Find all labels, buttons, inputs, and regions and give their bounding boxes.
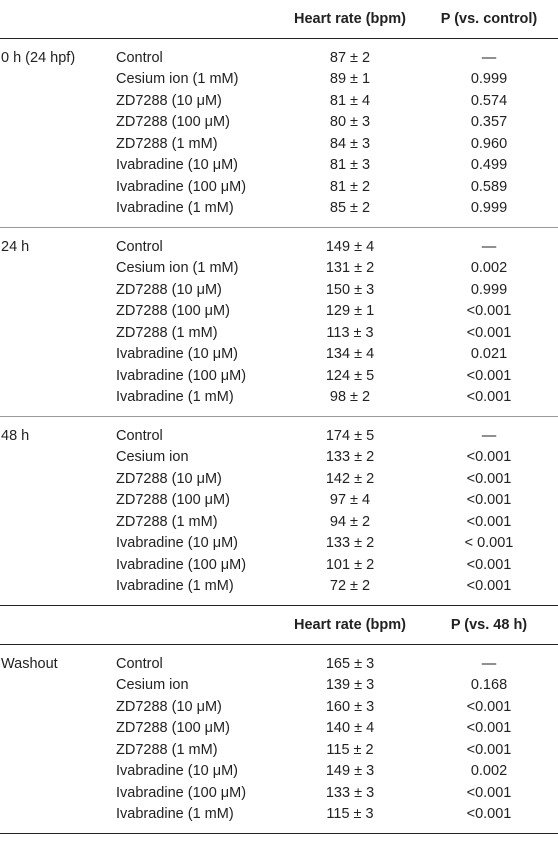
p-value-cell: 0.357	[470, 114, 508, 131]
heart-rate-cell: 160 ± 3	[325, 698, 375, 715]
heart-rate-cell: 84 ± 3	[329, 135, 371, 152]
treatment-cell: ZD7288 (10 μM)	[116, 470, 222, 487]
heart-rate-cell: 124 ± 5	[325, 367, 375, 384]
group-spacing	[0, 825, 558, 833]
heart-rate-cell: 131 ± 2	[325, 260, 375, 277]
p-value-cell: —	[481, 49, 497, 66]
treatment-cell: Ivabradine (100 μM)	[116, 556, 247, 573]
treatment-cell: Control	[116, 427, 163, 444]
treatment-cell: Cesium ion	[116, 449, 189, 466]
p-value-cell: < 0.001	[464, 535, 514, 552]
p-value-cell: <0.001	[466, 470, 512, 487]
heart-rate-cell: 133 ± 2	[325, 449, 375, 466]
treatment-cell: Ivabradine (10 μM)	[116, 763, 238, 780]
table-row	[0, 696, 558, 718]
table-row	[0, 533, 558, 555]
heart-rate-cell: 80 ± 3	[329, 114, 371, 131]
p-value-cell: <0.001	[466, 556, 512, 573]
table-row	[0, 279, 558, 301]
heart-rate-cell: 165 ± 3	[325, 655, 375, 672]
heart-rate-cell: 115 ± 3	[326, 806, 374, 823]
treatment-cell: ZD7288 (10 μM)	[116, 281, 222, 298]
treatment-cell: Ivabradine (1 mM)	[116, 806, 234, 823]
header-p-vs-48h: P (vs. 48 h)	[450, 617, 528, 633]
heart-rate-cell: 98 ± 2	[329, 389, 371, 406]
table-row	[0, 782, 558, 804]
treatment-cell: ZD7288 (1 mM)	[116, 135, 218, 152]
heart-rate-cell: 149 ± 4	[325, 238, 375, 255]
group-spacing	[0, 228, 558, 236]
table-row	[0, 761, 558, 783]
p-value-cell: <0.001	[466, 806, 512, 823]
group-spacing	[0, 417, 558, 425]
table-group	[0, 417, 558, 605]
groups-section-main	[0, 39, 558, 606]
table-header-row	[0, 0, 558, 38]
heart-rate-cell: 129 ± 1	[325, 303, 375, 320]
table-row	[0, 344, 558, 366]
table-row	[0, 468, 558, 490]
heart-rate-cell: 72 ± 2	[329, 578, 371, 595]
treatment-cell: Ivabradine (10 μM)	[116, 535, 238, 552]
heart-rate-cell: 115 ± 2	[326, 741, 374, 758]
p-value-cell: 0.574	[470, 92, 508, 109]
heart-rate-cell: 81 ± 3	[329, 157, 371, 174]
treatment-cell: Ivabradine (10 μM)	[116, 346, 238, 363]
treatment-cell: ZD7288 (10 μM)	[116, 92, 222, 109]
p-value-cell: 0.999	[470, 200, 508, 217]
treatment-cell: ZD7288 (100 μM)	[116, 303, 230, 320]
time-point-cell: Washout	[1, 655, 58, 672]
p-value-cell: <0.001	[466, 720, 512, 737]
table-row	[0, 176, 558, 198]
heart-rate-cell: 101 ± 2	[325, 556, 375, 573]
heart-rate-cell: 81 ± 2	[329, 178, 371, 195]
p-value-cell: —	[481, 238, 497, 255]
p-value-cell: <0.001	[466, 578, 512, 595]
table-header-row-washout	[0, 606, 558, 644]
table-row	[0, 576, 558, 598]
p-value-cell: 0.960	[470, 135, 508, 152]
table-row	[0, 47, 558, 69]
table-row	[0, 490, 558, 512]
p-value-cell: 0.589	[470, 178, 508, 195]
treatment-cell: Ivabradine (1 mM)	[116, 578, 234, 595]
table-row	[0, 718, 558, 740]
table-group	[0, 228, 558, 416]
p-value-cell: —	[481, 427, 497, 444]
header-heart-rate: Heart rate (bpm)	[294, 617, 406, 633]
heart-rate-cell: 113 ± 3	[326, 324, 374, 341]
table-row	[0, 112, 558, 134]
group-spacing	[0, 219, 558, 227]
time-point-cell: 0 h (24 hpf)	[1, 49, 76, 66]
treatment-cell: Ivabradine (100 μM)	[116, 178, 247, 195]
heart-rate-cell: 133 ± 2	[325, 535, 375, 552]
p-value-cell: <0.001	[466, 492, 512, 509]
heart-rate-cell: 81 ± 4	[329, 92, 371, 109]
p-value-cell: 0.999	[470, 281, 508, 298]
header-heart-rate: Heart rate (bpm)	[294, 11, 406, 27]
treatment-cell: ZD7288 (10 μM)	[116, 698, 222, 715]
treatment-cell: Cesium ion	[116, 677, 189, 694]
heart-rate-cell: 142 ± 2	[325, 470, 375, 487]
group-spacing	[0, 597, 558, 605]
treatment-cell: ZD7288 (100 μM)	[116, 114, 230, 131]
table-row	[0, 258, 558, 280]
p-value-cell: <0.001	[466, 324, 512, 341]
groups-section-washout	[0, 645, 558, 834]
p-value-cell: 0.999	[470, 71, 508, 88]
treatment-cell: ZD7288 (100 μM)	[116, 492, 230, 509]
heart-rate-cell: 140 ± 4	[325, 720, 375, 737]
p-value-cell: <0.001	[466, 449, 512, 466]
table-row	[0, 804, 558, 826]
table-row	[0, 653, 558, 675]
header-p-vs-control: P (vs. control)	[440, 11, 538, 27]
heart-rate-cell: 97 ± 4	[329, 492, 371, 509]
p-value-cell: <0.001	[466, 303, 512, 320]
table-row	[0, 133, 558, 155]
table-row	[0, 365, 558, 387]
p-value-cell: 0.499	[470, 157, 508, 174]
p-value-cell: —	[481, 655, 497, 672]
heart-rate-cell: 149 ± 3	[325, 763, 375, 780]
p-value-cell: 0.002	[470, 260, 508, 277]
treatment-cell: Ivabradine (100 μM)	[116, 367, 247, 384]
table-group	[0, 645, 558, 833]
treatment-cell: Ivabradine (1 mM)	[116, 200, 234, 217]
treatment-cell: Control	[116, 49, 163, 66]
heart-rate-cell: 134 ± 4	[325, 346, 375, 363]
p-value-cell: 0.002	[470, 763, 508, 780]
treatment-cell: Control	[116, 238, 163, 255]
table-row	[0, 198, 558, 220]
p-value-cell: <0.001	[466, 784, 512, 801]
p-value-cell: <0.001	[466, 698, 512, 715]
table-row	[0, 447, 558, 469]
table-row	[0, 301, 558, 323]
heart-rate-cell: 94 ± 2	[329, 513, 371, 530]
treatment-cell: ZD7288 (100 μM)	[116, 720, 230, 737]
time-point-cell: 24 h	[1, 238, 30, 255]
table-row	[0, 554, 558, 576]
p-value-cell: <0.001	[466, 741, 512, 758]
p-value-cell: <0.001	[466, 513, 512, 530]
treatment-cell: Cesium ion (1 mM)	[116, 260, 239, 277]
table-row	[0, 387, 558, 409]
treatment-cell: Ivabradine (10 μM)	[116, 157, 238, 174]
table-row	[0, 69, 558, 91]
table-row	[0, 675, 558, 697]
time-point-cell: 48 h	[1, 427, 30, 444]
group-spacing	[0, 39, 558, 47]
table-row	[0, 155, 558, 177]
table-row	[0, 739, 558, 761]
treatment-cell: ZD7288 (1 mM)	[116, 741, 218, 758]
heart-rate-cell: 89 ± 1	[329, 71, 371, 88]
table-row	[0, 236, 558, 258]
treatment-cell: Control	[116, 655, 163, 672]
table-group	[0, 39, 558, 227]
group-spacing	[0, 645, 558, 653]
table-row	[0, 322, 558, 344]
treatment-cell: ZD7288 (1 mM)	[116, 513, 218, 530]
table-row	[0, 425, 558, 447]
treatment-cell: Ivabradine (1 mM)	[116, 389, 234, 406]
p-value-cell: <0.001	[466, 389, 512, 406]
heart-rate-cell: 139 ± 3	[325, 677, 375, 694]
treatment-cell: Cesium ion (1 mM)	[116, 71, 239, 88]
p-value-cell: <0.001	[466, 367, 512, 384]
heart-rate-cell: 133 ± 3	[325, 784, 375, 801]
group-rule	[0, 833, 558, 834]
p-value-cell: 0.021	[470, 346, 508, 363]
heart-rate-cell: 150 ± 3	[325, 281, 375, 298]
heart-rate-cell: 85 ± 2	[329, 200, 371, 217]
treatment-cell: ZD7288 (1 mM)	[116, 324, 218, 341]
heart-rate-cell: 87 ± 2	[329, 49, 371, 66]
table-row	[0, 90, 558, 112]
group-spacing	[0, 408, 558, 416]
p-value-cell: 0.168	[470, 677, 508, 694]
table-row	[0, 511, 558, 533]
heart-rate-cell: 174 ± 5	[325, 427, 375, 444]
treatment-cell: Ivabradine (100 μM)	[116, 784, 247, 801]
